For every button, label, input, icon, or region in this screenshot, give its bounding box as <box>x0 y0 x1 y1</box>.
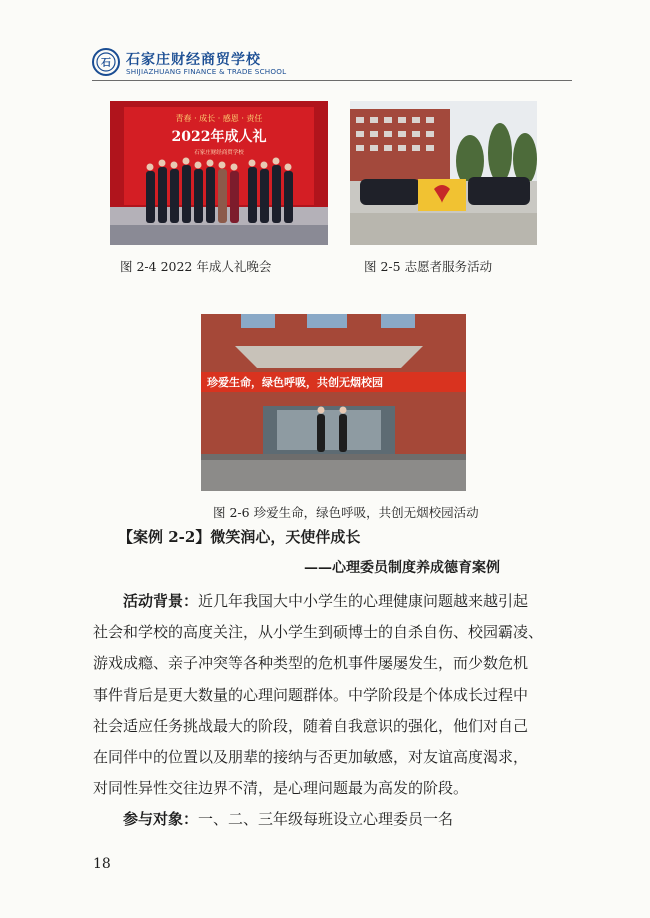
background-line-7: 对同性异性交往边界不清，是心理问题最为高发的阶段。 <box>93 779 469 798</box>
photo-smoke-free-campus <box>201 314 466 491</box>
case-title: 【案例 2-2】微笑润心，天使伴成长 <box>118 528 361 546</box>
header-divider <box>92 80 572 81</box>
background-line-6: 在同伴中的位置以及朋辈的接纳与否更加敏感，对友谊高度渴求， <box>93 748 529 767</box>
background-line-2: 社会和学校的高度关注，从小学生到硕博士的自杀自伤、校园霸凌、 <box>93 623 544 642</box>
background-line-3: 游戏成瘾、亲子冲突等各种类型的危机事件屡屡发生，而少数危机 <box>93 654 529 673</box>
participants-line: 参与对象：一、二、三年级每班设立心理委员一名 <box>123 810 454 829</box>
page-header <box>92 46 562 80</box>
banner-title: 2022年成人礼 <box>171 129 267 145</box>
figure-caption-2-4: 图 2-4 2022 年成人礼晚会 <box>120 259 272 274</box>
case-subtitle: ——心理委员制度养成德育案例 <box>304 560 500 576</box>
background-line-5: 社会适应任务挑战最大的阶段，随着自我意识的强化，他们对自己 <box>93 716 529 735</box>
figure-caption-2-6: 图 2-6 珍爱生命，绿色呼吸，共创无烟校园活动 <box>213 505 479 520</box>
school-logo-icon <box>92 48 120 76</box>
photo-volunteer-activity <box>350 101 537 245</box>
figure-caption-2-5: 图 2-5 志愿者服务活动 <box>364 259 493 274</box>
school-name-en: SHIJIAZHUANG FINANCE & TRADE SCHOOL <box>126 67 287 76</box>
background-line-1: 活动背景：近几年我国大中小学生的心理健康问题越来越引起 <box>123 592 529 610</box>
body-text <box>93 586 553 836</box>
campaign-banner-text: 珍爱生命，绿色呼吸，共创无烟校园 <box>207 376 383 389</box>
page-number: 18 <box>93 856 111 872</box>
school-name-cn: 石家庄财经商贸学校 <box>126 52 261 68</box>
background-line-4: 事件背后是更大数量的心理问题群体。中学阶段是个体成长过程中 <box>93 685 529 704</box>
logo-glyph: 石 <box>101 58 111 69</box>
photo-coming-of-age-ceremony <box>110 101 328 245</box>
participants-label: 参与对象： <box>123 810 199 829</box>
banner-school: 石家庄财经商贸学校 <box>194 150 244 156</box>
background-label: 活动背景： <box>123 592 199 610</box>
banner-slogan: 青春 · 成长 · 感恩 · 责任 <box>175 114 263 123</box>
